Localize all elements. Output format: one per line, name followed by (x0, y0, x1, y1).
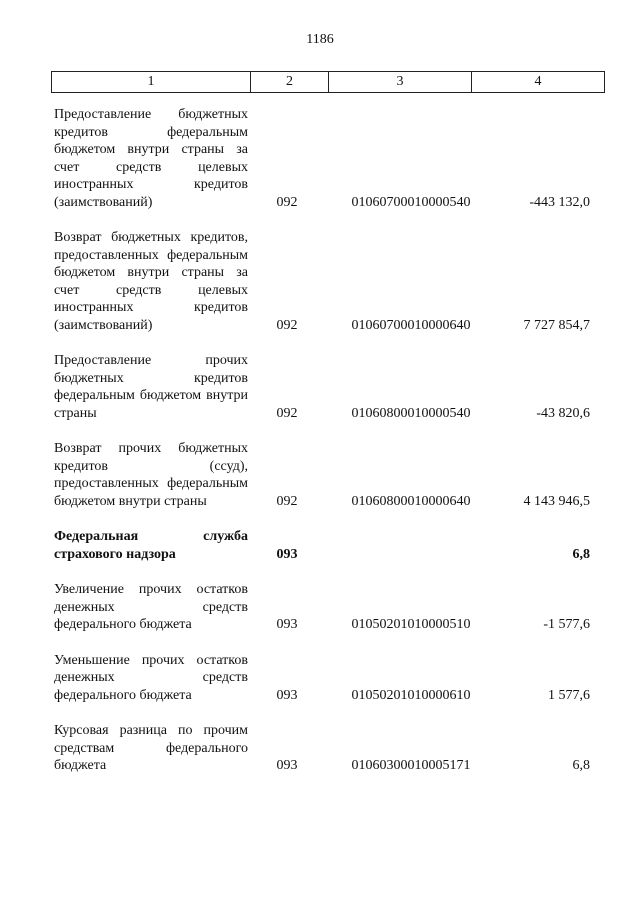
column-header-row (52, 72, 605, 93)
row-amount: 6,8 (572, 546, 590, 562)
column-header-table (51, 71, 605, 93)
row-name: Федеральная служба страхового надзора (54, 529, 248, 562)
row-amount: 1 577,6 (548, 687, 590, 703)
row-code: 093 (276, 687, 298, 703)
row-code: 093 (276, 546, 298, 562)
column-header-3: 3 (329, 72, 472, 93)
row-amount: -1 577,6 (543, 617, 590, 632)
row-code: 092 (276, 405, 298, 421)
row-kbk: 01060700010000540 (351, 194, 471, 210)
row-name: Уменьшение прочих остатков денежных средств федерального бюджета (54, 652, 248, 703)
row-kbk: 01060800010000540 (351, 405, 471, 421)
row-name: Предоставление бюджетных кредитов федеральным бюджетом внутри страны за счет средств целевых иностранных кредитов (заимствований) (54, 107, 248, 210)
table-row-agency (51, 528, 602, 563)
row-amount: -43 820,6 (536, 405, 590, 421)
row-code: 092 (276, 194, 298, 210)
row-name: Курсовая разница по прочим средствам федерального бюджета (54, 723, 248, 773)
row-code: 092 (276, 317, 298, 333)
row-code: 093 (276, 617, 298, 632)
table-row (51, 652, 602, 705)
row-kbk: 01060800010000640 (351, 493, 471, 509)
row-code: 093 (276, 758, 298, 773)
table-row (51, 581, 602, 634)
row-name: Предоставление прочих бюджетных кредитов федеральным бюджетом внутри страны (54, 353, 248, 421)
row-amount: -443 132,0 (529, 194, 590, 210)
table-row (51, 722, 602, 775)
row-kbk: 01050201010000510 (351, 617, 471, 632)
row-amount: 4 143 946,5 (523, 493, 590, 509)
row-amount: 6,8 (572, 758, 590, 773)
column-header-1: 1 (52, 72, 251, 93)
row-name: Увеличение прочих остатков денежных средств федерального бюджета (54, 582, 248, 632)
table-row (51, 440, 602, 510)
page-number: 1186 (306, 32, 334, 47)
row-name: Возврат бюджетных кредитов, предоставленных федеральным бюджетом внутри страны за счет средств целевых иностранных кредитов (заимствований) (54, 230, 248, 333)
row-kbk: 01060300010005171 (351, 758, 471, 773)
column-header-2: 2 (251, 72, 329, 93)
row-kbk: 01050201010000610 (351, 687, 471, 703)
row-code: 092 (276, 493, 298, 509)
table-row (51, 106, 602, 211)
row-name: Возврат прочих бюджетных кредитов (ссуд), предоставленных федеральным бюджетом внутри страны (54, 441, 248, 509)
row-amount: 7 727 854,7 (523, 317, 590, 333)
table-row (51, 229, 602, 334)
row-kbk: 01060700010000640 (351, 317, 471, 333)
budget-rows (51, 106, 602, 775)
table-row (51, 352, 602, 422)
column-header-4: 4 (472, 72, 605, 93)
